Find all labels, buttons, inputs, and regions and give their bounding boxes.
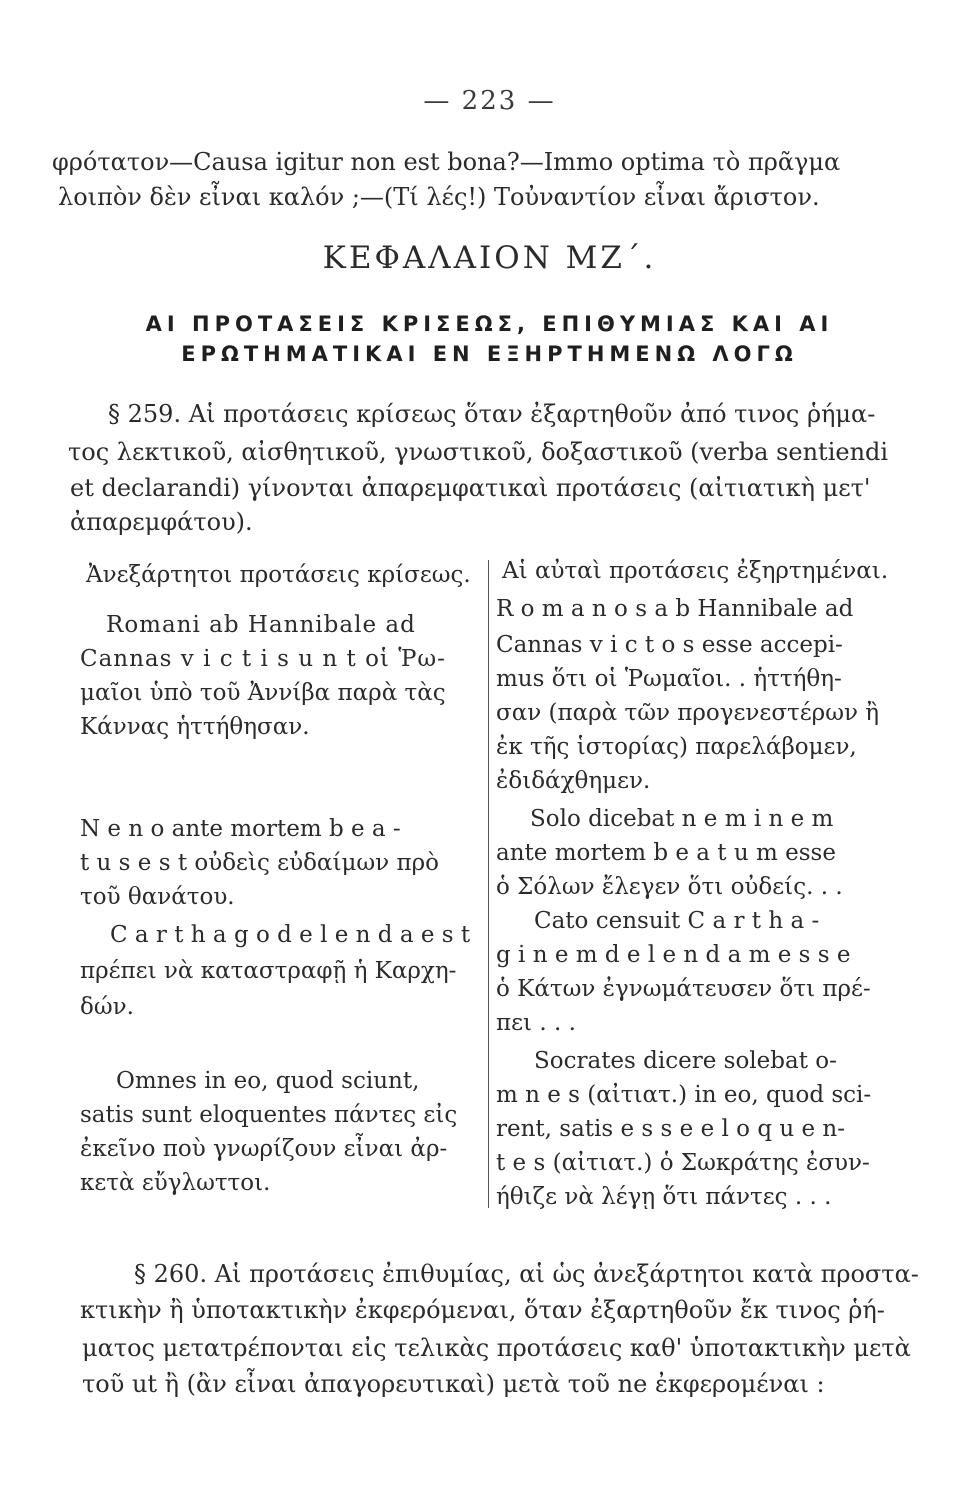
para-259-line: § 259. Αἱ προτάσεις κρίσεως ὅταν ἐξαρτηθοῦν ἀπό τινος ῥήμα-	[108, 400, 876, 428]
right-column-line: ante mortem b e a t u m esse	[496, 840, 836, 866]
left-column-line: Romani ab Hannibale ad	[106, 612, 416, 638]
right-column-line: ὁ Σόλων ἔλεγεν ὅτι οὐδείς. . .	[496, 874, 843, 900]
para-259-line: τος λεκτικοῦ, αἰσθητικοῦ, γνωστικοῦ, δοξαστικοῦ (verba sentiendi	[68, 438, 889, 466]
right-column-line: Cato censuit C a r t h a -	[534, 908, 820, 934]
para-259-line: et declarandi) γίνονται ἀπαρεμφατικαὶ προτάσεις (αἰτιατικὴ μετ'	[70, 474, 871, 502]
left-column-line: N e n o ante mortem b e a -	[80, 816, 401, 842]
right-column-line: Cannas v i c t o s esse accepi-	[496, 632, 843, 658]
left-column-line: Κάννας ἡττήθησαν.	[80, 714, 310, 740]
page-number: — 223 —	[423, 86, 556, 116]
right-column-line: m n e s (αἰτιατ.) in eo, quod sci-	[496, 1082, 872, 1108]
right-column-line: rent, satis e s s e e l o q u e n-	[496, 1116, 845, 1142]
right-column-line: Socrates dicere solebat o-	[534, 1048, 837, 1074]
right-column-line: ἐκ τῆς ἱστορίας) παρελάβομεν,	[496, 734, 857, 760]
left-column-line: τοῦ θανάτου.	[80, 884, 235, 910]
right-column-line: ἐδιδάχθημεν.	[496, 768, 651, 794]
right-column-line: ὁ Κάτων ἐγνωμάτευσεν ὅτι πρέ-	[496, 976, 871, 1002]
para-259-line: ἀπαρεμφάτου).	[70, 508, 253, 536]
right-column-line: t e s (αἰτιατ.) ὁ Σωκράτης ἐσυν-	[496, 1150, 870, 1176]
right-column-line: σαν (παρὰ τῶν προγενεστέρων ἢ	[496, 700, 880, 726]
left-column-header: Ἀνεξάρτητοι προτάσεις κρίσεως.	[86, 562, 471, 588]
right-column-line: g i n e m d e l e n d a m e s s e	[496, 942, 851, 968]
left-column-line: Omnes in eo, quod sciunt,	[116, 1068, 420, 1094]
right-column-line: R o m a n o s a b Hannibale ad	[496, 596, 854, 622]
left-column-line: ἐκεῖνο ποὺ γνωρίζουν εἶναι ἀρ-	[80, 1136, 448, 1162]
right-column-line: Solo dicebat n e m i n e m	[530, 806, 834, 832]
para-260-line: ματος μετατρέπονται εἰς τελικὰς προτάσεις καθ' ὑποτακτικὴν μετὰ	[82, 1334, 911, 1362]
para-260-line: τοῦ ut ἢ (ἂν εἶναι ἀπαγορευτικαὶ) μετὰ τοῦ ne ἐκφερομέναι :	[82, 1370, 825, 1398]
para-260-line: κτικὴν ἢ ὑποτακτικὴν ἐκφερόμεναι, ὅταν ἐξαρτηθοῦν ἔκ τινος ῥή-	[80, 1296, 885, 1324]
left-column-line: t u s e s t οὐδεὶς εὐδαίμων πρὸ	[80, 850, 439, 876]
chapter-title: ΚΕΦΑΛΑΙΟΝ ΜΖ΄.	[322, 240, 657, 276]
intro-line: φρότατον—Causa igitur non est bona?—Immo optima τὸ πρᾶγμα	[52, 148, 841, 176]
right-column-line: mus ὅτι οἱ Ῥωμαῖοι. . ἡττήθη-	[496, 666, 842, 692]
right-column-header: Αἱ αὐταὶ προτάσεις ἐξηρτημέναι.	[502, 558, 889, 584]
right-column-line: ήθιζε νὰ λέγῃ ὅτι πάντες . . .	[496, 1184, 832, 1210]
left-column-line: μαῖοι ὑπὸ τοῦ Ἀννίβα παρὰ τὰς	[80, 680, 446, 706]
left-column-line: Cannas v i c t i s u n t οἱ Ῥω-	[80, 646, 446, 672]
left-column-line: satis sunt eloquentes πάντες εἰς	[80, 1102, 458, 1128]
section-heading-line: ΑΙ ΠΡΟΤΑΣΕΙΣ ΚΡΙΣΕΩΣ, ΕΠΙΘΥΜΙΑΣ ΚΑΙ ΑΙ	[145, 312, 834, 336]
left-column-line: πρέπει νὰ καταστραφῇ ἡ Καρχη-	[80, 958, 457, 984]
left-column-line: δών.	[80, 994, 134, 1020]
left-column-line: C a r t h a g o d e l e n d a e s t	[110, 922, 471, 948]
para-260-line: § 260. Αἱ προτάσεις ἐπιθυμίας, αἱ ὡς ἀνεξάρτητοι κατὰ προστα-	[134, 1260, 919, 1288]
right-column-line: πει . . .	[496, 1010, 576, 1036]
column-divider	[488, 560, 489, 1208]
section-heading-line: ΕΡΩΤΗΜΑΤΙΚΑΙ ΕΝ ΕΞΗΡΤΗΜΕΝΩ ΛΟΓΩ	[181, 342, 798, 366]
left-column-line: κετὰ εὔγλωττοι.	[80, 1170, 271, 1196]
intro-line: λοιπὸν δὲν εἶναι καλόν ;—(Τί λές!) Τοὐναντίον εἶναι ἄριστον.	[58, 183, 820, 211]
